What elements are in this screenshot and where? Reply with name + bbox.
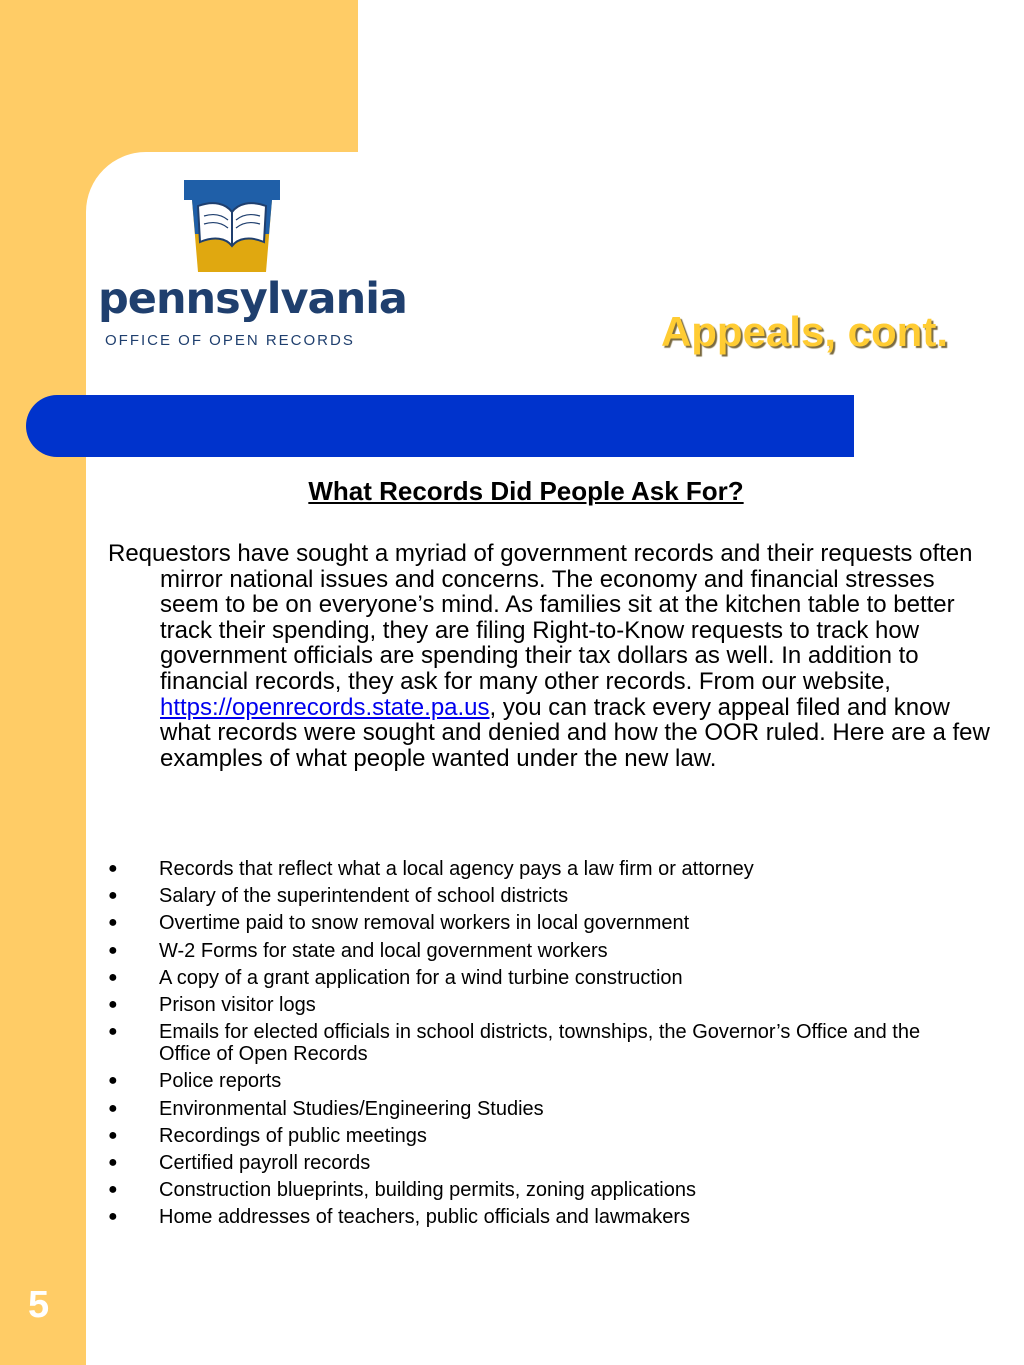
website-link[interactable]: https://openrecords.state.pa.us xyxy=(160,693,490,721)
list-item xyxy=(108,1098,958,1120)
intro-paragraph xyxy=(108,541,998,771)
bullet-icon: ● xyxy=(108,1181,118,1199)
bullet-icon: ● xyxy=(108,860,118,877)
list-item xyxy=(108,1206,958,1228)
paragraph-text-after-link: , you can track every appeal filed and know what records were sought and denied and how the OOR ruled. Here are a few examples of what people wanted under the new law. xyxy=(160,693,990,772)
bullet-icon: ● xyxy=(108,1072,118,1090)
bullet-icon: ● xyxy=(108,995,118,1013)
list-item-text: A copy of a grant application for a wind turbine construction xyxy=(159,966,683,989)
list-item xyxy=(108,912,958,934)
list-item-text: Certified payroll records xyxy=(159,1151,371,1174)
title-accent-bar xyxy=(26,395,854,457)
logo-wordmark: pennsylvania xyxy=(98,274,407,324)
list-item-text: Records that reflect what a local agency pays a law firm or attorney xyxy=(159,858,754,880)
list-item-text: Construction blueprints, building permits, zoning applications xyxy=(159,1179,696,1202)
bullet-icon: ● xyxy=(108,968,118,986)
list-item-text: Recordings of public meetings xyxy=(159,1124,427,1147)
keystone-book-icon xyxy=(184,176,280,276)
examples-list xyxy=(108,858,958,1233)
paragraph-text-before-link: Requestors have sought a myriad of government records and their requests often mirror national issues and concerns. The economy and financial stresses seem to be on everyone’s mind. As families sit at the kitchen table to better track their spending, they are filing Right-to-Know requests to track how government officials are spending their tax dollars as well. In addition to financial records, they ask for many other records. From our website, xyxy=(108,540,973,695)
list-item-text: Overtime paid to snow removal workers in local government xyxy=(159,912,690,935)
list-item xyxy=(108,940,958,962)
left-gold-strip xyxy=(0,0,86,1365)
list-item-text: Environmental Studies/Engineering Studies xyxy=(159,1097,544,1120)
slide-title: Appeals, cont. xyxy=(660,308,948,355)
list-item-text: Salary of the superintendent of school districts xyxy=(159,885,569,908)
logo-subtitle: OFFICE OF OPEN RECORDS xyxy=(105,332,355,349)
bullet-icon: ● xyxy=(108,1099,118,1117)
list-item xyxy=(108,1070,958,1092)
list-item xyxy=(108,1179,958,1201)
list-item xyxy=(108,1125,958,1147)
top-gold-block xyxy=(86,0,358,152)
oor-logo xyxy=(98,176,407,356)
bullet-icon: ● xyxy=(108,1208,118,1226)
bullet-icon: ● xyxy=(108,1153,118,1171)
bullet-icon: ● xyxy=(108,887,118,905)
list-item-text: Home addresses of teachers, public officials and lawmakers xyxy=(159,1206,690,1229)
bullet-icon: ● xyxy=(108,914,118,932)
list-item xyxy=(108,994,958,1016)
list-item xyxy=(108,967,958,989)
bullet-icon: ● xyxy=(108,941,118,959)
list-item-text: Prison visitor logs xyxy=(159,993,316,1016)
list-item-text: W-2 Forms for state and local government workers xyxy=(159,939,608,962)
bullet-icon: ● xyxy=(108,1023,118,1041)
page-number: 5 xyxy=(28,1284,50,1326)
list-item xyxy=(108,885,958,907)
list-item xyxy=(108,1152,958,1174)
list-item xyxy=(108,858,958,880)
section-heading: What Records Did People Ask For? xyxy=(308,476,744,506)
bullet-icon: ● xyxy=(108,1126,118,1144)
list-item xyxy=(108,1021,958,1065)
list-item-text: Police reports xyxy=(159,1070,282,1093)
list-item-text: Emails for elected officials in school districts, townships, the Governor’s Office and the Office of Open Records xyxy=(159,1021,921,1066)
